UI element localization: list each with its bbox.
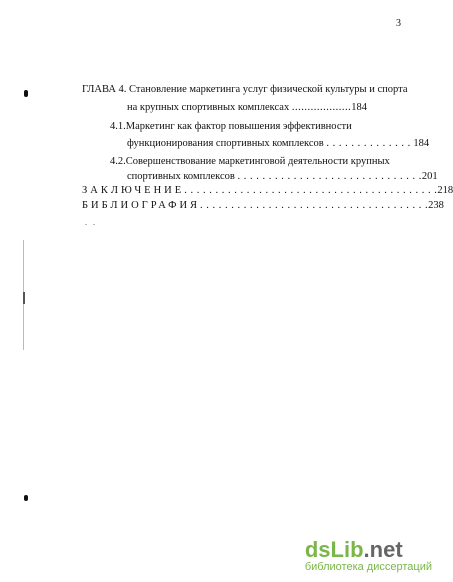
chapter4-page: 184	[351, 102, 367, 113]
section42-title-line2: спортивных комплексов	[127, 171, 235, 182]
page-number: 3	[396, 18, 401, 29]
section41-page: 184	[413, 138, 430, 149]
bibliography-label: БИБЛИОГРАФИЯ	[82, 200, 201, 211]
watermark-logo-prefix: dsLib	[304, 537, 364, 562]
margin-line	[23, 292, 25, 304]
watermark	[305, 539, 432, 574]
section41-dots: . . . . . . . . . . . . . .	[326, 138, 411, 149]
bibliography-dots: . . . . . . . . . . . . . . . . . . . . . . . . . . . . . . . . . . . . .	[200, 200, 429, 211]
chapter4-entry	[127, 101, 367, 114]
section42-dots: . . . . . . . . . . . . . . . . . . . . . . . . . . . . . .	[237, 171, 422, 182]
section41-title-line2: функционирования спортивных комплексов	[127, 138, 324, 149]
chapter4-title-line1: ГЛАВА 4. Становление маркетинга услуг физической культуры и спорта	[82, 84, 408, 95]
stray-mark: . .	[85, 218, 97, 227]
conclusion-dots: . . . . . . . . . . . . . . . . . . . . . . . . . . . . . . . . . . . . . . . . .	[184, 185, 438, 196]
conclusion-label: ЗАКЛЮЧЕНИЕ	[82, 185, 185, 196]
bibliography-entry	[82, 199, 444, 212]
watermark-subtitle: библиотека диссертаций	[304, 561, 432, 573]
watermark-logo	[305, 539, 432, 561]
binding-hole-mark	[24, 90, 28, 97]
conclusion-entry	[82, 184, 453, 197]
section41-entry	[127, 137, 429, 150]
conclusion-page: 218	[437, 185, 453, 196]
bibliography-page: 238	[428, 200, 444, 211]
section42-page: 201	[421, 171, 438, 182]
section42-title-line1: 4.2.Совершенствование маркетинговой деятельности крупных	[110, 156, 390, 167]
binding-hole-mark	[24, 495, 28, 501]
chapter4-dots: ...................	[291, 102, 352, 113]
section41-title-line1: 4.1.Маркетинг как фактор повышения эффективности	[110, 121, 352, 132]
chapter4-title-line2: на крупных спортивных комплексах	[127, 102, 290, 113]
section42-entry	[127, 170, 438, 183]
watermark-logo-suffix: .net	[363, 537, 403, 562]
